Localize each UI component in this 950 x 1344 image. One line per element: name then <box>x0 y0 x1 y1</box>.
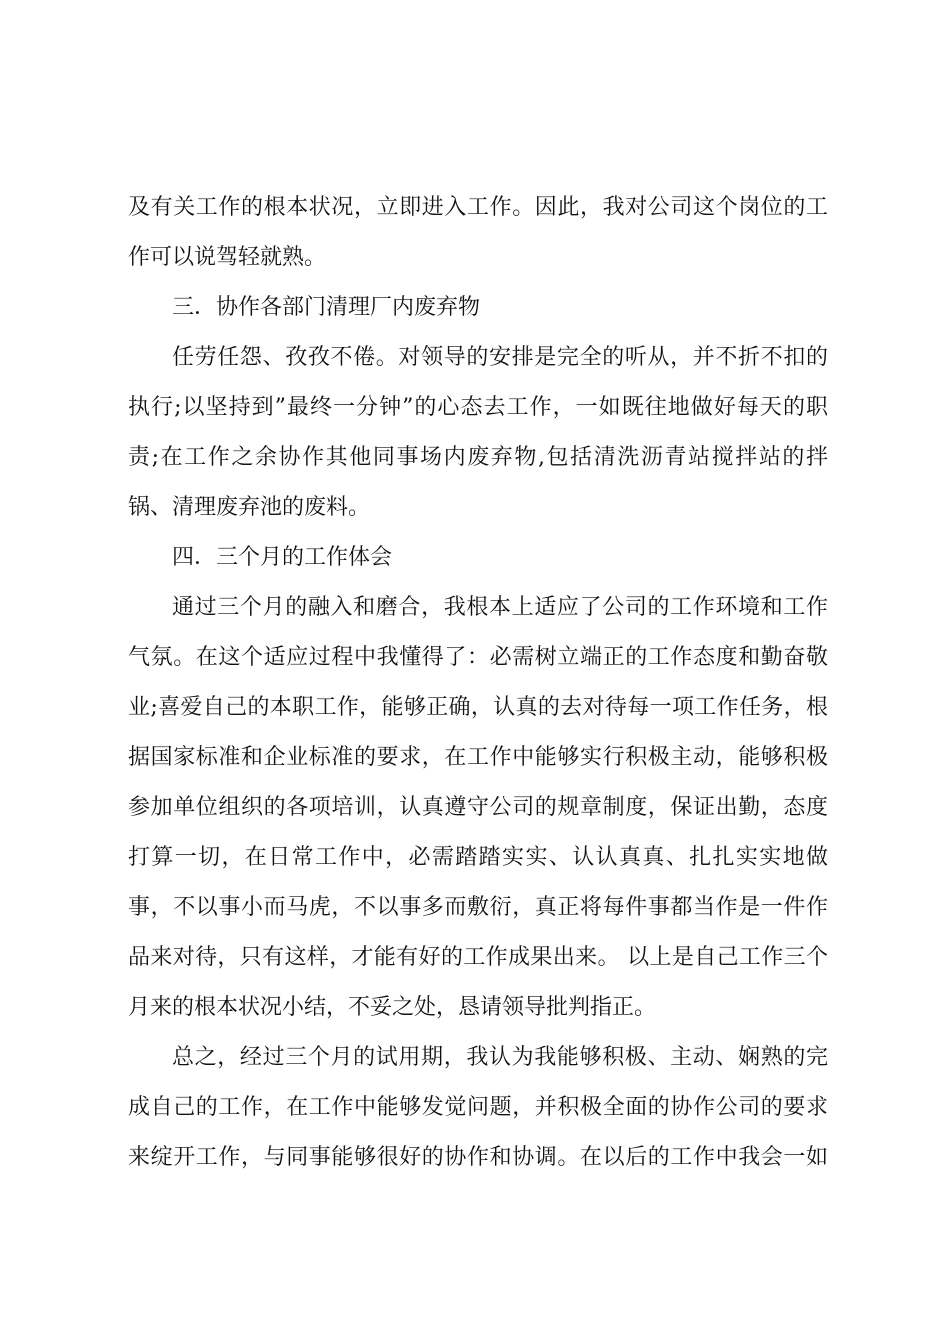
paragraph-line: 成自己的工作，在工作中能够发觉问题，并积极全面的协作公司的要求 <box>128 1095 828 1120</box>
paragraph-line: 来绽开工作，与同事能够很好的协作和协调。在以后的工作中我会一如 <box>128 1145 828 1170</box>
paragraph-line: 任劳任怨、孜孜不倦。对领导的安排是完全的听从，并不折不扣的 <box>172 345 828 370</box>
paragraph-line: 锅、清理废弃池的废料。 <box>128 495 371 520</box>
paragraph-line: 通过三个月的融入和磨合，我根本上适应了公司的工作环境和工作 <box>172 595 828 620</box>
paragraph-line: 责;在工作之余协作其他同事场内废弃物,包括清洗沥青站搅拌站的拌 <box>128 445 828 470</box>
paragraph-line: 参加单位组织的各项培训，认真遵守公司的规章制度，保证出勤，态度 <box>128 795 828 820</box>
paragraph-line: 及有关工作的根本状况，立即进入工作。因此，我对公司这个岗位的工 <box>128 195 828 220</box>
section-heading: 三．协作各部门清理厂内废弃物 <box>172 295 481 320</box>
paragraph-line: 作可以说驾轻就熟。 <box>128 245 327 270</box>
paragraph-line: 总之，经过三个月的试用期，我认为我能够积极、主动、娴熟的完 <box>172 1045 828 1070</box>
paragraph-line: 业;喜爱自己的本职工作，能够正确，认真的去对待每一项工作任务，根 <box>128 695 828 720</box>
section-heading: 四．三个月的工作体会 <box>172 545 393 570</box>
paragraph-line: 事，不以事小而马虎，不以事多而敷衍，真正将每件事都当作是一件作 <box>128 895 828 920</box>
paragraph-line: 品来对待，只有这样，才能有好的工作成果出来。 以上是自己工作三个 <box>128 945 828 970</box>
paragraph-line: 月来的根本状况小结，不妥之处，恳请领导批判指正。 <box>128 995 657 1020</box>
paragraph-line: 气氛。在这个适应过程中我懂得了：必需树立端正的工作态度和勤奋敬 <box>128 645 828 670</box>
paragraph-line: 打算一切，在日常工作中，必需踏踏实实、认认真真、扎扎实实地做 <box>128 845 828 870</box>
paragraph-line: 执行;以坚持到”最终一分钟”的心态去工作，一如既往地做好每天的职 <box>128 395 828 420</box>
paragraph-line: 据国家标准和企业标准的要求，在工作中能够实行积极主动，能够积极 <box>128 745 828 770</box>
